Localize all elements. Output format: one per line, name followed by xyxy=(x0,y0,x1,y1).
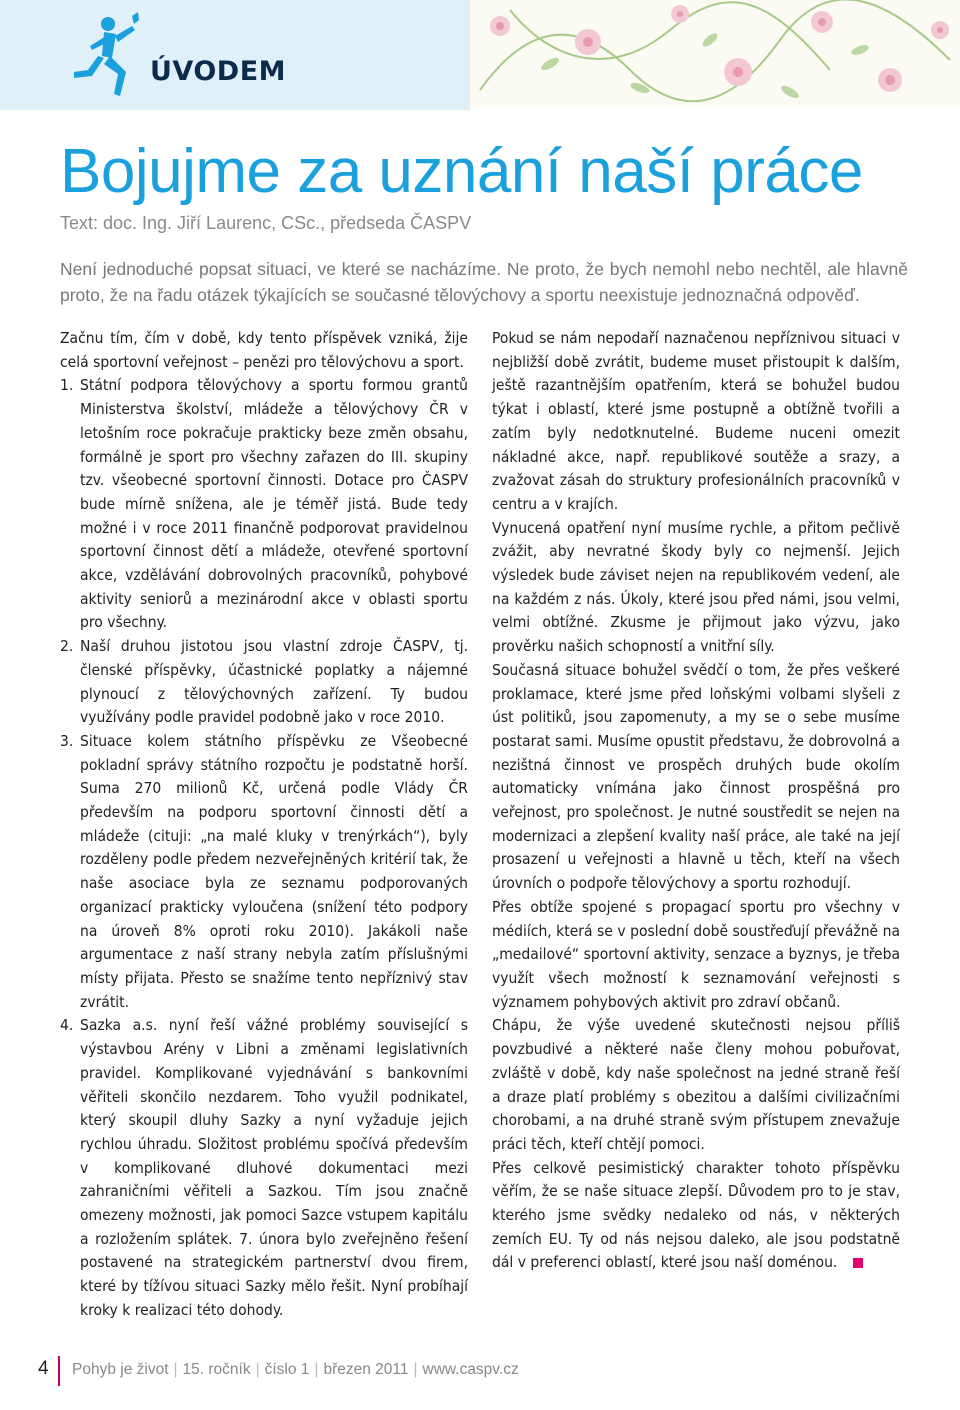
list-item-text: Sazka a.s. nyní řeší vážné problémy související s výstavbou Arény v Libni a změnami legislativních pravidel. Komplikované vyjednávání s bankovními věřiteli skončilo nezdarem. Toho využil podnikatel, který skoupil dluhy Sazky a nyní vyžaduje jejich rychlou úhradu. Složitost problému spočívá především v komplikované dluhové dokumentaci mezi zahraničními věřiteli a Sazkou. Tím jsou značně omezeny možnosti, jak pomoci Sazce vstupem kapitálu a rozložením splátek. 7. února bylo zveřejněno řešení postavené na strategickém partnerství dvou firem, které by tížívou situaci Sazky mělo řešit. Nyní probíhají kroky k realizaci této dohody. xyxy=(80,1016,468,1319)
closing-paragraph xyxy=(492,1157,900,1276)
body-paragraph: Pokud se nám nepodaří naznačenou nepříznivou situaci v nejbližší době zvrátit, budeme muset přistoupit k dalším, ještě razantnějším opatřením, která se bohužel budou týkat i oblastí, které jsme postupně a obtížně tvořili a zatím byly nedotknutelné. Budeme nuceni omezit nákladné akce, např. republikové soutěže a srazy, a zvažovat zásah do struktury profesionálních pracovníků v centru a v krajích. xyxy=(492,329,900,513)
magazine-name: Pohyb je život xyxy=(72,1361,169,1378)
list-item xyxy=(60,730,468,1014)
page-number: 4 xyxy=(38,1358,49,1379)
list-item-text: Situace kolem státního příspěvku ze Všeobecné pokladní správy státního rozpočtu je podstatně horší. Suma 270 milionů Kč, určená podle Vlády ČR především na podporu sportovní činnosti dětí a mládeže (cituji: „na malé kluky v trenýrkách“), byly rozděleny podle předem nezveřejněných kritérií tak, že naše asociace byla ze seznamu podporovaných organizací prakticky vyloučena (snížení této podpory na úroveň 8% oproti roku 2010). Jakákoli naše argumentace z naší strany nebyla zatím příslušnými místy přijata. Přesto se snažíme tento nepříznivý stav zvrátit. xyxy=(80,731,468,1011)
list-item-number: 4. xyxy=(60,1016,74,1035)
list-item-number: 1. xyxy=(60,376,74,395)
list-item xyxy=(60,374,468,635)
article-byline: Text: doc. Ing. Jiří Laurenc, CSc., předseda ČASPV xyxy=(60,213,472,233)
article-title: Bojujme za uznání naší práce xyxy=(60,137,863,206)
section-label: ÚVODEM xyxy=(150,56,287,87)
floral-decoration xyxy=(470,0,960,108)
list-item-number: 2. xyxy=(60,637,74,656)
numbered-list xyxy=(60,374,468,1322)
runner-icon xyxy=(62,10,142,105)
list-item-number: 3. xyxy=(60,731,74,750)
magazine-volume: 15. ročník xyxy=(182,1361,251,1378)
right-column xyxy=(492,327,900,1275)
list-item xyxy=(60,635,468,730)
article-lead: Není jednoduché popsat situaci, ve které se nacházíme. Ne proto, že bych nemohl nebo nechtěl, ale hlavně proto, že na řadu otázek týkajících se současné tělovýchovy a sportu neexistuje jednoznačná odpověď. xyxy=(60,259,908,305)
footer-separator: | xyxy=(173,1361,178,1378)
footer-divider xyxy=(58,1356,60,1386)
body-paragraph: Současná situace bohužel svědčí o tom, že přes veškeré proklamace, které jsme před loňskými volbami slyšeli z úst politiků, jsou zapomenuty, a my se o sebe musíme postarat sami. Musíme opustit představu, že dobrovolná a nezištná činnost ve prospěch druhých bude okolím automaticky vnímána jako činnost prospěšná pro veřejnost, pro společnost. Je nutné soustředit se nejen na modernizaci a zlepšení kvality naší práce, ale také na její prosazení u veřejnosti a hlavně u těch, kteří na všech úrovních o podpoře tělovýchovy a sportu rozhodují. xyxy=(492,660,900,893)
end-mark xyxy=(853,1258,863,1268)
footer-info xyxy=(72,1361,519,1379)
magazine-url[interactable]: www.caspv.cz xyxy=(422,1361,519,1378)
magazine-issue: číslo 1 xyxy=(264,1361,310,1378)
body-paragraph: Chápu, že výše uvedené skutečnosti nejsou příliš povzbudivé a některé naše členy mohou pobuřovat, zvláště v době, kdy naše společnost na jedné straně řeší a draze platí problémy s obezitou a dalšími civilizačními chorobami, a na druhé straně svým přístupem znevažuje práci těch, kteří chtějí pomoci. xyxy=(492,1016,900,1153)
closing-paragraph-text: Přes celkově pesimistický charakter tohoto příspěvku věřím, že se naše situace zlepší. Důvodem pro to je stav, kterého jsme svědky nedaleko od nás, v některých zemích EU. Ty od nás nejsou daleko, ale jsou podstatně dál v preferenci oblastí, které jsou naší doménou. xyxy=(492,1158,900,1272)
body-paragraph: Vynucená opatření nyní musíme rychle, a přitom pečlivě zvážit, aby nevratné škody byly co nejmenší. Jejich výsledek bude záviset nejen na republikovém vedení, ale na každém z nás. Úkoly, které jsou před námi, jsou velmi, velmi obtížné. Zkusme je přijmout jako výzvu, jako prověrku našich schopností a vnitřní síly. xyxy=(492,518,900,656)
left-column xyxy=(60,327,468,1323)
list-item-text: Státní podpora tělovýchovy a sportu formou grantů Ministerstva školství, mládeže a tělovýchovy ČR v letošním roce pokračuje prakticky beze změn obsahu, formálně je sport pro všechny zařazen do III. skupiny tzv. všeobecné sportovní činnosti. Dotace pro ČASPV bude mírně snížena, ale je téměř jistá. Bude tedy možné i v roce 2011 finančně podporovat pravidelnou sportovní činnost dětí a mládeže, otevřené sportovní akce, vzdělávání dobrovolných pracovníků, pohybové aktivity seniorů a mezinárodní akce v oblasti sportu pro všechny. xyxy=(80,376,468,632)
footer-separator: | xyxy=(413,1361,418,1378)
page-footer xyxy=(0,1358,700,1386)
list-item xyxy=(60,1014,468,1322)
list-item-text: Naší druhou jistotou jsou vlastní zdroje ČASPV, tj. členské příspěvky, účastnické poplatky a nájemné plynoucí z tělovýchovných zařízení. Ty budou využívány podle pravidel podobně jako v roce 2010. xyxy=(80,637,468,727)
footer-separator: | xyxy=(314,1361,319,1378)
footer-separator: | xyxy=(255,1361,260,1378)
intro-paragraph: Začnu tím, čím v době, kdy tento příspěvek vzniká, žije celá sportovní veřejnost – penězi pro tělovýchovu a sport. xyxy=(60,329,468,371)
body-paragraph: Přes obtíže spojené s propagací sportu pro všechny v médiích, která se v poslední době soustřeďují převážně na „medailové“ sportovní aktivity, senzace a byznys, je třeba využít všech možností k seznamování veřejnosti s významem pohybových aktivit pro zdraví občanů. xyxy=(492,897,900,1011)
magazine-date: březen 2011 xyxy=(323,1361,409,1378)
